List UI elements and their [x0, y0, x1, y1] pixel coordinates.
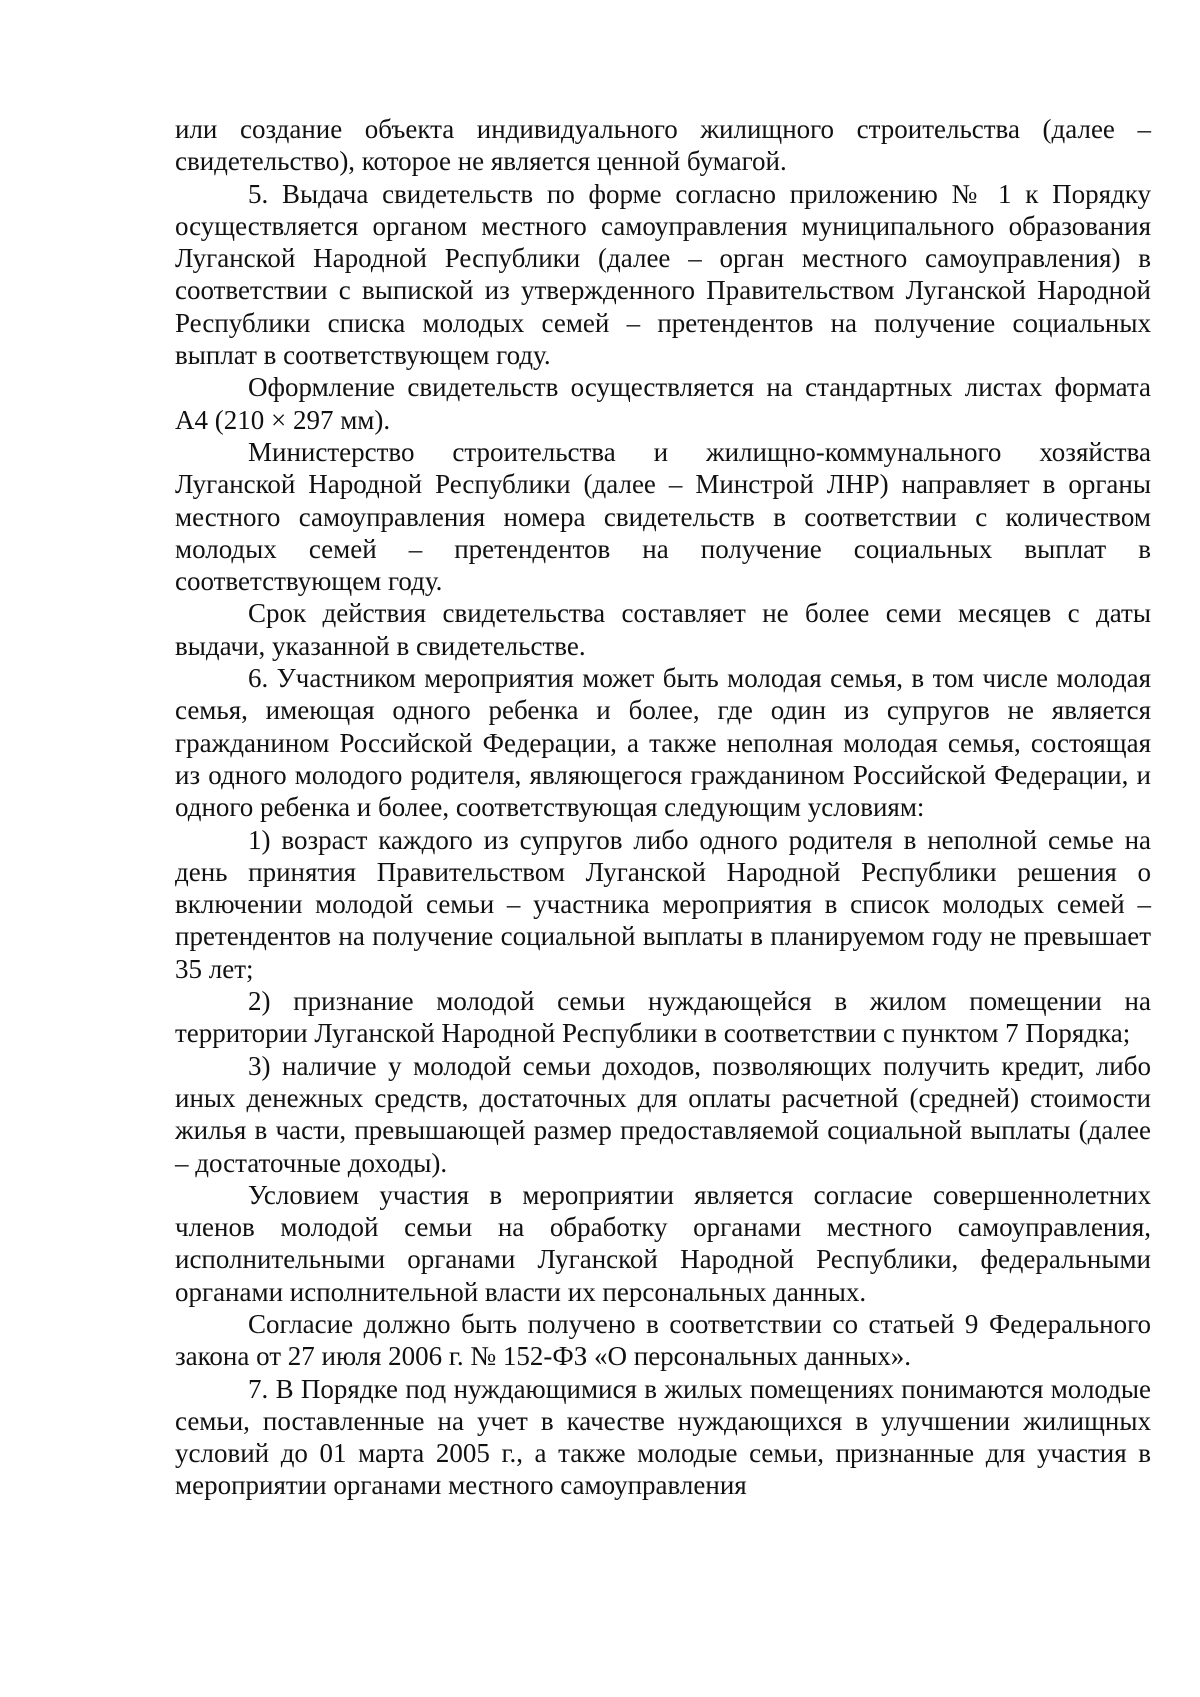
paragraph-format: Оформление свидетельств осуществляется на стандартных листах формата А4 (210 × 297 мм). [175, 372, 1151, 435]
paragraph-item-5: 5. Выдача свидетельств по форме согласно приложению № 1 к Порядку осуществляется органом местного самоуправления муниципального образования Луганской Народной Республики (далее – орган местного самоуправления) в соответствии с выпиской из утвержденного Правительством Луганской Народной Республики списка молодых семей – претендентов на получение социальных выплат в соответствующем году. [175, 178, 1151, 371]
paragraph-ministry: Министерство строительства и жилищно-коммунального хозяйства Луганской Народной Республики (далее – Минстрой ЛНР) направляет в органы местного самоуправления номера свидетельств в соответствии с количеством молодых семей – претендентов на получение социальных выплат в соответствующем году. [175, 436, 1151, 597]
paragraph-condition-1: 1) возраст каждого из супругов либо одного родителя в неполной семье на день принятия Правительством Луганской Народной Республики решения о включении молодой семьи – участника мероприятия в список молодых семей – претендентов на получение социальной выплаты в планируемом году не превышает 35 лет; [175, 824, 1151, 984]
paragraph-validity: Срок действия свидетельства составляет не более семи месяцев с даты выдачи, указанной в свидетельстве. [175, 598, 1151, 661]
paragraph-item-6: 6. Участником мероприятия может быть молодая семья, в том числе молодая семья, имеющая одного ребенка и более, где один из супругов не является гражданином Российской Федерации, а также неполная молодая семья, состоящая из одного молодого родителя, являющегося гражданином Российской Федерации, и одного ребенка и более, соответствующая следующим условиям: [175, 663, 1151, 823]
document-body [175, 113, 1151, 1502]
paragraph-condition-2: 2) признание молодой семьи нуждающейся в жилом помещении на территории Луганской Народной Республики в соответствии с пунктом 7 Порядка; [175, 986, 1151, 1049]
paragraph-condition-3: 3) наличие у молодой семьи доходов, позволяющих получить кредит, либо иных денежных средств, достаточных для оплаты расчетной (средней) стоимости жилья в части, превышающей размер предоставляемой социальной выплаты (далее – достаточные доходы). [175, 1050, 1151, 1178]
paragraph-continuation: или создание объекта индивидуального жилищного строительства (далее – свидетельство), которое не является ценной бумагой. [175, 114, 1151, 177]
paragraph-consent-law: Согласие должно быть получено в соответствии со статьей 9 Федерального закона от 27 июля 2006 г. № 152-ФЗ «О персональных данных». [175, 1308, 1151, 1372]
paragraph-consent-condition: Условием участия в мероприятии является согласие совершеннолетних членов молодой семьи на обработку органами местного самоуправления, исполнительными органами Луганской Народной Республики, федеральными органами исполнительной власти их персональных данных. [175, 1179, 1151, 1307]
paragraph-item-7: 7. В Порядке под нуждающимися в жилых помещениях понимаются молодые семьи, поставленные на учет в качестве нуждающихся в улучшении жилищных условий до 01 марта 2005 г., а также молодые семьи, признанные для участия в мероприятии органами местного самоуправления [175, 1373, 1151, 1501]
